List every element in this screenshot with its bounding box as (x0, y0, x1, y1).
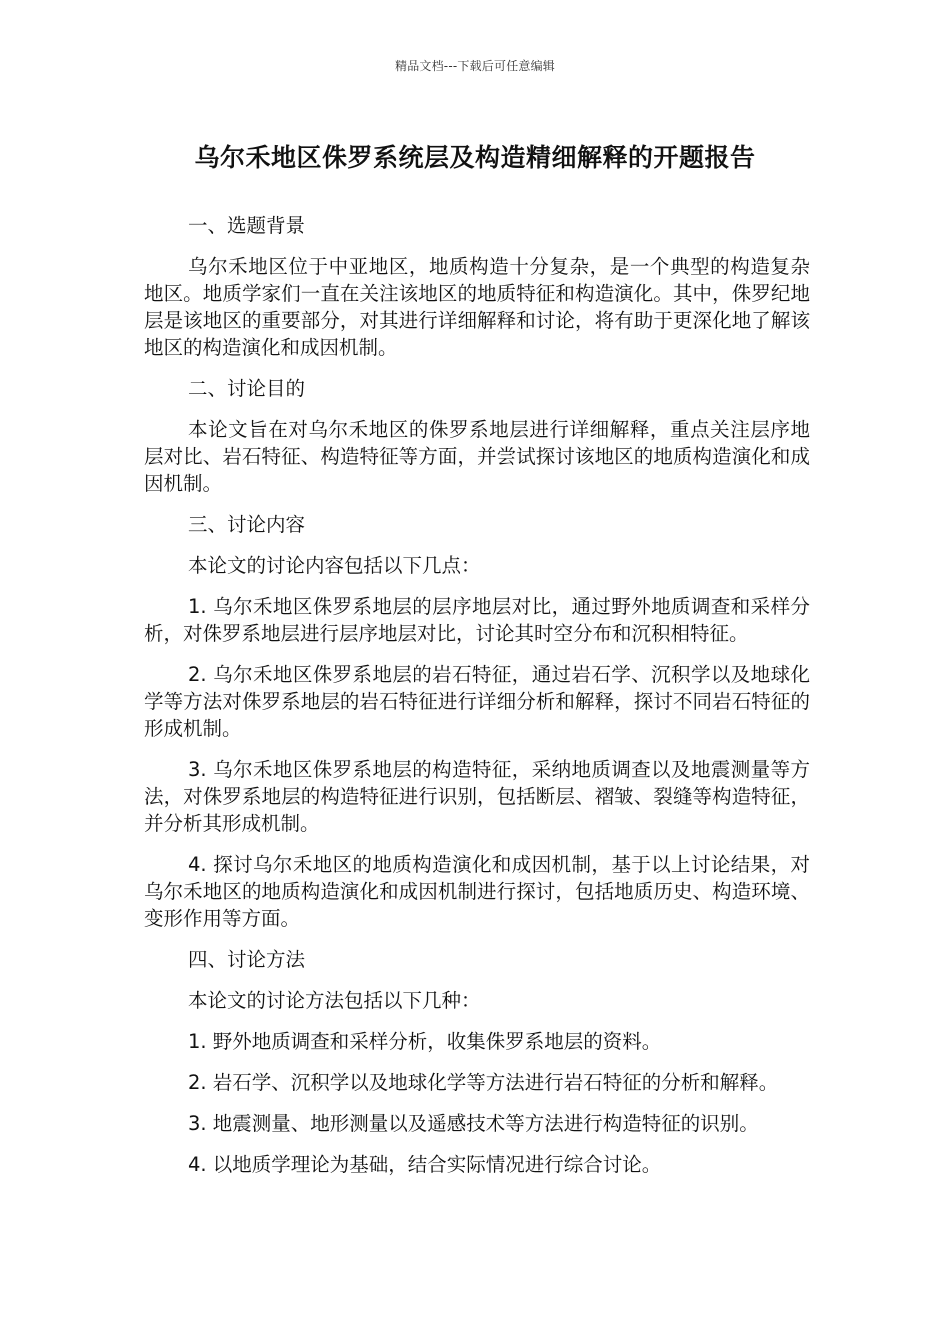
page-header: 精品文档---下载后可任意编辑 (395, 59, 555, 73)
method-item: 4. 以地质学理论为基础，结合实际情况进行综合讨论。 (188, 1153, 662, 1176)
method-item: 2. 岩石学、沉积学以及地球化学等方法进行岩石特征的分析和解释。 (188, 1071, 779, 1094)
section-heading-content: 三、讨论内容 (188, 513, 306, 536)
background-paragraph: 乌尔禾地区位于中亚地区，地质构造十分复杂，是一个典型的构造复杂地区。地质学家们一直在关注该地区的地质特征和构造演化。其中，侏罗纪地层是该地区的重要部分，对其进行详细解释和讨论，将有助于更深化地了解该地区的构造演化和成因机制。 (144, 255, 810, 359)
method-item: 3. 地震测量、地形测量以及遥感技术等方法进行构造特征的识别。 (188, 1112, 759, 1135)
document-body (144, 212, 810, 1192)
section-heading-methods: 四、讨论方法 (188, 948, 306, 971)
content-intro: 本论文的讨论内容包括以下几点： (188, 554, 481, 577)
purpose-paragraph: 本论文旨在对乌尔禾地区的侏罗系地层进行详细解释，重点关注层序地层对比、岩石特征、构造特征等方面，并尝试探讨该地区的地质构造演化和成因机制。 (144, 418, 810, 495)
content-item: 4. 探讨乌尔禾地区的地质构造演化和成因机制，基于以上讨论结果，对乌尔禾地区的地质构造演化和成因机制进行探讨，包括地质历史、构造环境、变形作用等方面。 (144, 853, 810, 930)
section-heading-purpose: 二、讨论目的 (188, 377, 306, 400)
content-item: 2. 乌尔禾地区侏罗系地层的岩石特征，通过岩石学、沉积学以及地球化学等方法对侏罗系地层的岩石特征进行详细分析和解释，探讨不同岩石特征的形成机制。 (144, 663, 810, 740)
method-item: 1. 野外地质调查和采样分析，收集侏罗系地层的资料。 (188, 1030, 662, 1053)
content-item: 1. 乌尔禾地区侏罗系地层的层序地层对比，通过野外地质调查和采样分析，对侏罗系地层进行层序地层对比，讨论其时空分布和沉积相特征。 (144, 595, 810, 645)
content-item: 3. 乌尔禾地区侏罗系地层的构造特征，采纳地质调查以及地震测量等方法，对侏罗系地层的构造特征进行识别，包括断层、褶皱、裂缝等构造特征，并分析其形成机制。 (144, 758, 810, 835)
methods-intro: 本论文的讨论方法包括以下几种： (188, 989, 481, 1012)
section-heading-background: 一、选题背景 (188, 214, 306, 237)
document-title: 乌尔禾地区侏罗系统层及构造精细解释的开题报告 (194, 143, 756, 172)
